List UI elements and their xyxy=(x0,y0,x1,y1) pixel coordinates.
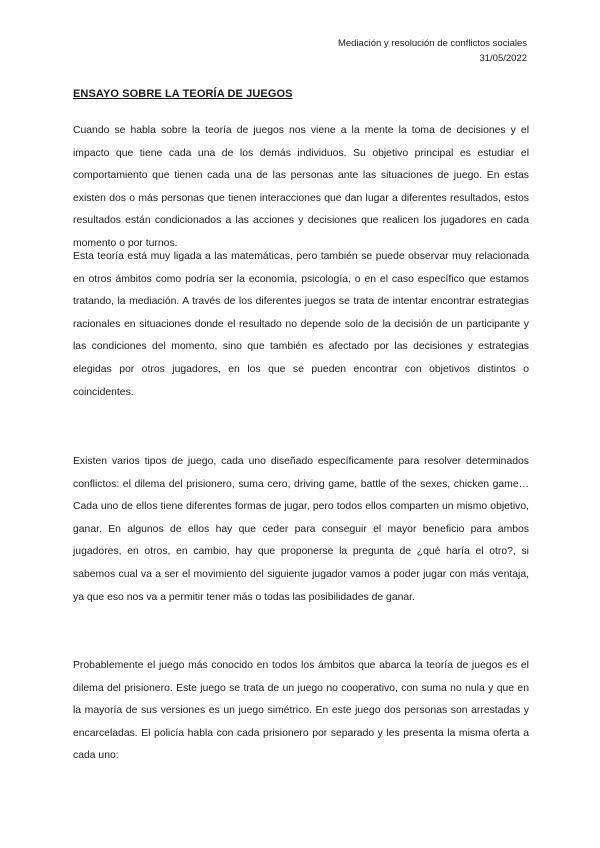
document-date: 31/05/2022 xyxy=(479,53,527,64)
paragraph-mathematics: Esta teoría está muy ligada a las matemáticas, pero también se puede observar muy relacionada en otros ámbitos como podría ser la economía, psicología, o en el caso específico que estamos tratando, la mediación. A través de los diferentes juegos se trata de intentar encontrar estrategias racionales en situaciones donde el resultado no depende solo de la decisión de un participante y las condiciones del momento, sino que también es afectado por las decisiones y estrategias elegidas por otros jugadores, en los que se pueden encontrar con objetivos distintos o coincidentes. xyxy=(73,251,529,398)
document-title: ENSAYO SOBRE LA TEORÍA DE JUEGOS xyxy=(73,88,293,100)
paragraph-prisoners-dilemma: Probablemente el juego más conocido en todos los ámbitos que abarca la teoría de juegos es el dilema del prisionero. Este juego se trata de un juego no cooperativo, con suma no nula y que en la mayoría de sus versiones es un juego simétrico. En este juego dos personas son arrestadas y encarceladas. El policía habla con cada prisionero por separado y les presenta la misma oferta a cada uno: xyxy=(73,660,529,762)
course-name: Mediación y resolución de conflictos sociales xyxy=(337,38,527,49)
paragraph-game-types: Existen varios tipos de juego, cada uno diseñado específicamente para resolver determinados conflictos: el dilema del prisionero, suma cero, driving game, battle of the sexes, chicken game… Cada uno de ellos tiene diferentes formas de jugar, pero todos ellos comparten un mismo objetivo, ganar. En algunos de ellos hay que ceder para conseguir el mayor beneficio para ambos jugadores, en otros, en cambio, hay que proponerse la pregunta de ¿qué haría el otro?, si sabemos cual va a ser el movimiento del siguiente jugador vamos a poder jugar con más ventaja, ya que eso nos va a permitir tener más o todas las posibilidades de ganar. xyxy=(73,456,529,603)
paragraph-intro: Cuando se habla sobre la teoría de juegos nos viene a la mente la toma de decisiones y el impacto que tiene cada una de los demás individuos. Su objetivo principal es estudiar el comportamiento que tienen cada una de las personas ante las situaciones de juego. En estas existen dos o más personas que tienen interacciones que dan lugar a diferentes resultados, estos resultados están condicionados a las acciones y decisiones que realicen los jugadores en cada momento o por turnos. xyxy=(73,125,529,249)
page-header xyxy=(338,36,527,66)
